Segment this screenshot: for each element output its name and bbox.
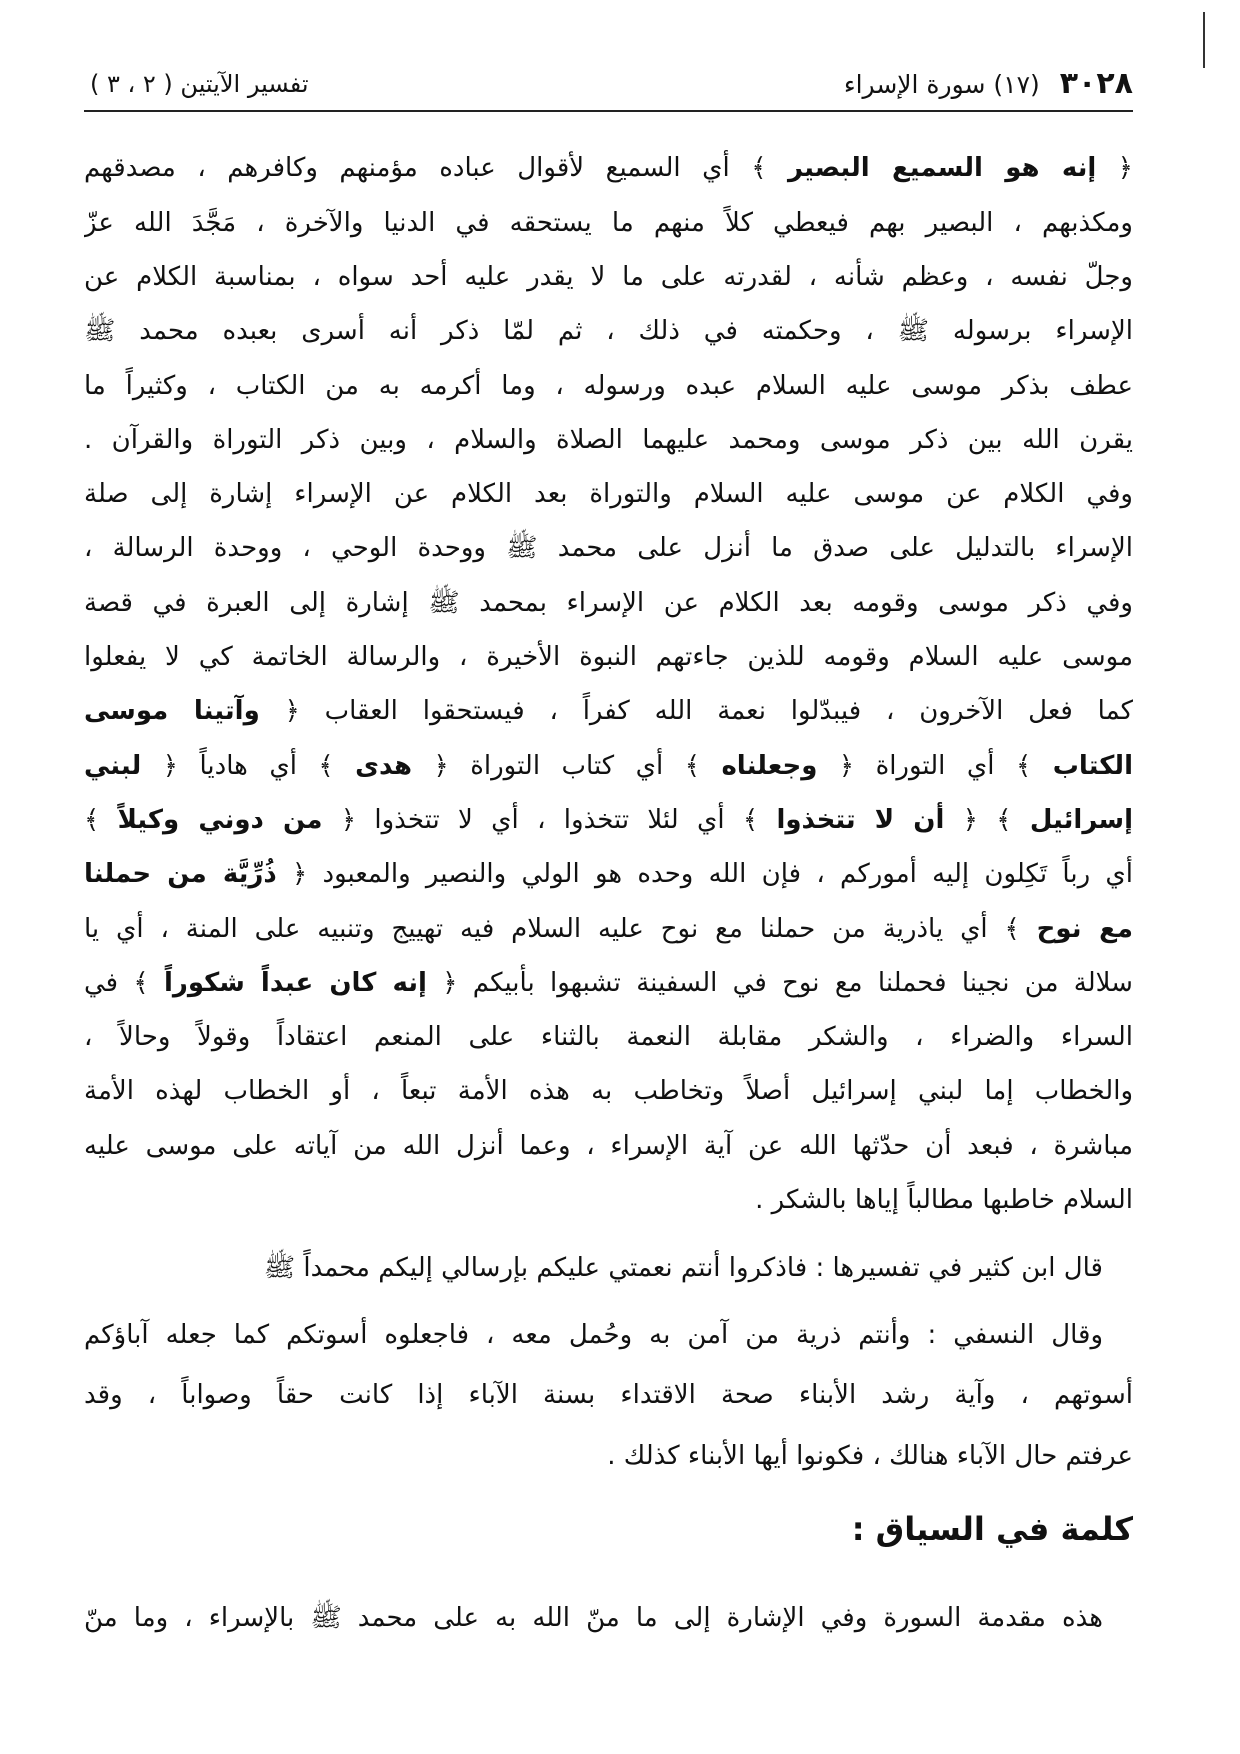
text-run: ﴾ في bbox=[84, 968, 164, 998]
nasafi-quote-line bbox=[84, 1369, 1133, 1421]
quran-verse-text: ذُرِّيَّة من حملنا bbox=[84, 859, 277, 889]
quran-verse-text: إسرائيل bbox=[1029, 805, 1133, 835]
surah-label: (١٧) سورة الإسراء bbox=[843, 70, 1040, 99]
quran-verse-text: أن لا تتخذوا bbox=[776, 805, 945, 835]
text-run: السراء والضراء ، والشكر مقابلة النعمة بالثناء على المنعم اعتقاداً وقولاً وحالاً ، bbox=[84, 1022, 1133, 1052]
text-run: والخطاب إما لبني إسرائيل أصلاً وتخاطب به هذه الأمة تبعاً ، أو الخطاب لهذه الأمة bbox=[84, 1076, 1133, 1106]
text-run: السلام خاطبها مطالباً إياها بالشكر . bbox=[755, 1185, 1133, 1215]
quran-verse-text: إنه هو السميع البصير bbox=[787, 153, 1097, 183]
text-run: ﴾ bbox=[84, 805, 118, 835]
context-line bbox=[84, 1592, 1133, 1644]
commentary-line bbox=[84, 848, 1133, 900]
commentary-line bbox=[84, 251, 1133, 303]
nasafi-quote-line bbox=[84, 1430, 1133, 1482]
text-run: الإسراء برسوله ﷺ ، وحكمته في ذلك ، ثم لمّا ذكر أنه أسرى بعبده محمد ﷺ bbox=[84, 316, 1133, 346]
text-run: ﴿ bbox=[1096, 153, 1133, 183]
text-run: موسى عليه السلام وقومه للذين جاءتهم النبوة الأخيرة ، والرسالة الخاتمة كي لا يفعلوا bbox=[84, 642, 1133, 672]
commentary-line bbox=[84, 740, 1133, 792]
quran-verse-text: مع نوح bbox=[1036, 914, 1133, 944]
ibn-kathir-quote-line bbox=[84, 1242, 1133, 1294]
text-run: ﴾ أي ياذرية من حملنا مع نوح عليه السلام فيه تهييج وتنبيه على المنة ، أي يا bbox=[84, 914, 1037, 944]
text-run: قال ابن كثير في تفسيرها : فاذكروا أنتم نعمتي عليكم بإرسالي إليكم محمداً ﷺ bbox=[263, 1253, 1103, 1283]
commentary-line bbox=[84, 577, 1133, 629]
text-run: وفي ذكر موسى وقومه بعد الكلام عن الإسراء بمحمد ﷺ إشارة إلى العبرة في قصة bbox=[84, 588, 1133, 618]
commentary-line bbox=[84, 957, 1133, 1009]
text-run: ﴾ أي التوراة ﴿ bbox=[817, 751, 1053, 781]
commentary-line bbox=[84, 631, 1133, 683]
nasafi-quote-line bbox=[84, 1309, 1133, 1361]
text-run: وفي الكلام عن موسى عليه السلام والتوراة بعد الكلام عن الإسراء إشارة إلى صلة bbox=[84, 479, 1133, 509]
quran-verse-text: هدى bbox=[355, 751, 413, 781]
quran-verse-text: الكتاب bbox=[1052, 751, 1133, 781]
commentary-line bbox=[84, 1174, 1133, 1226]
scan-mark bbox=[1203, 12, 1205, 68]
text-run: عطف بذكر موسى عليه السلام عبده ورسوله ، وما أكرمه به من الكتاب ، وكثيراً ما bbox=[84, 371, 1133, 401]
quran-verse-text: لبني bbox=[84, 751, 142, 781]
commentary-line bbox=[84, 360, 1133, 412]
quran-verse-text: وآتينا موسى bbox=[84, 696, 260, 726]
text-run: يقرن الله بين ذكر موسى ومحمد عليهما الصلاة والسلام ، وبين ذكر التوراة والقرآن . bbox=[84, 425, 1133, 455]
commentary-line bbox=[84, 142, 1133, 194]
text-run: أسوتهم ، وآية رشد الأبناء صحة الاقتداء بسنة الآباء إذا كانت حقاً وصواباً ، وقد bbox=[84, 1380, 1133, 1410]
text-run: كما فعل الآخرون ، فيبدّلوا نعمة الله كفراً ، فيستحقوا العقاب ﴿ bbox=[259, 696, 1133, 726]
text-run: وقال النسفي : وأنتم ذرية من آمن به وحُمل معه ، فاجعلوه أسوتكم كما جعله آباؤكم bbox=[84, 1320, 1103, 1350]
commentary-line bbox=[84, 468, 1133, 520]
commentary-line bbox=[84, 1011, 1133, 1063]
quran-verse-text: من دوني وكيلاً bbox=[117, 805, 323, 835]
page-number: ٣٠٢٨ bbox=[1059, 66, 1133, 101]
text-run: عرفتم حال الآباء هنالك ، فكونوا أيها الأبناء كذلك . bbox=[607, 1441, 1133, 1471]
commentary-line bbox=[84, 794, 1133, 846]
text-run: ﴾ أي لئلا تتخذوا ، أي لا تتخذوا ﴿ bbox=[322, 805, 777, 835]
page-header-right bbox=[844, 62, 1133, 106]
text-run: أي رباً تَكِلون إليه أموركم ، فإن الله وحده هو الولي والنصير والمعبود ﴿ bbox=[276, 859, 1133, 889]
commentary-line bbox=[84, 685, 1133, 737]
commentary-line bbox=[84, 414, 1133, 466]
commentary-line bbox=[84, 1065, 1133, 1117]
text-run: هذه مقدمة السورة وفي الإشارة إلى ما منّ الله به على محمد ﷺ بالإسراء ، وما منّ bbox=[84, 1603, 1103, 1633]
text-run: ومكذبهم ، البصير بهم فيعطي كلاً منهم ما يستحقه في الدنيا والآخرة ، مَجَّدَ الله عزّ bbox=[84, 208, 1133, 238]
header-rule bbox=[84, 110, 1133, 112]
text-run: سلالة من نجينا فحملنا مع نوح في السفينة تشبهوا بأبيكم ﴿ bbox=[426, 968, 1133, 998]
section-title: تفسير الآيتين ( ٢ ، ٣ ) bbox=[90, 70, 309, 98]
commentary-line bbox=[84, 522, 1133, 574]
commentary-line bbox=[84, 305, 1133, 357]
text-run: ﴾ أي السميع لأقوال عباده مؤمنهم وكافرهم ، مصدقهم bbox=[84, 153, 788, 183]
commentary-line bbox=[84, 197, 1133, 249]
commentary-line bbox=[84, 1120, 1133, 1172]
text-run: ﴾ أي كتاب التوراة ﴿ bbox=[412, 751, 722, 781]
commentary-line bbox=[84, 903, 1133, 955]
text-run: وجلّ نفسه ، وعظم شأنه ، لقدرته على ما لا يقدر عليه أحد سواه ، بمناسبة الكلام عن bbox=[84, 262, 1133, 292]
text-run: مباشرة ، فبعد أن حدّثها الله عن آية الإسراء ، وعما أنزل الله من آياته على موسى عليه bbox=[84, 1131, 1133, 1161]
text-run: الإسراء بالتدليل على صدق ما أنزل على محمد ﷺ ووحدة الوحي ، ووحدة الرسالة ، bbox=[84, 533, 1133, 563]
quran-verse-text: وجعلناه bbox=[721, 751, 818, 781]
text-run: ﴾ ﴿ bbox=[944, 805, 1030, 835]
text-run: ﴾ أي هادياً ﴿ bbox=[141, 751, 356, 781]
quran-verse-text: إنه كان عبداً شكوراً bbox=[163, 968, 427, 998]
section-heading: كلمة في السياق : bbox=[851, 1510, 1133, 1548]
